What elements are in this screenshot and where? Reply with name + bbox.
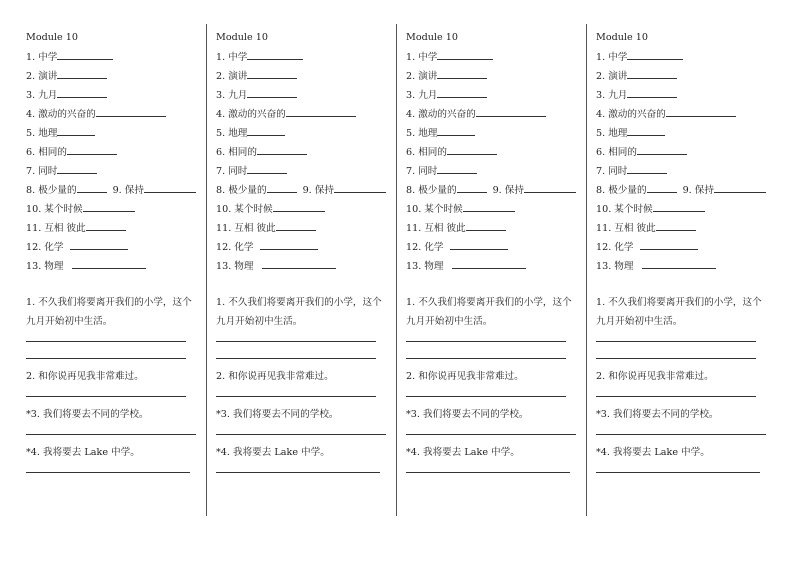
sentence-prompt: *4. 我将要去 Lake 中学。: [216, 447, 330, 458]
vocab-item: [596, 161, 780, 180]
vocab-label: 2. 演讲: [406, 71, 438, 82]
vocab-label: 6. 相同的: [406, 147, 447, 158]
answer-line[interactable]: [216, 472, 380, 473]
vocab-item: [216, 218, 400, 237]
answer-line[interactable]: [216, 396, 376, 397]
answer-blank[interactable]: [57, 47, 113, 60]
vocab-item: [406, 142, 590, 161]
vocab-item: [216, 142, 400, 161]
vocab-item: [216, 123, 400, 142]
answer-line[interactable]: [596, 396, 756, 397]
answer-line[interactable]: [26, 472, 190, 473]
answer-blank[interactable]: [437, 66, 487, 79]
vocab-label: 8. 极少量的: [26, 185, 77, 196]
answer-line[interactable]: [596, 434, 766, 435]
answer-blank[interactable]: [666, 104, 736, 117]
vocab-item: [26, 104, 210, 123]
vocab-label: 8. 极少量的: [596, 185, 647, 196]
vocab-item: [216, 66, 400, 85]
answer-blank[interactable]: [653, 199, 705, 212]
vocab-item: [216, 256, 400, 275]
vocab-label: 6. 相同的: [216, 147, 257, 158]
answer-blank[interactable]: [247, 85, 297, 98]
answer-line[interactable]: [26, 358, 186, 359]
vocab-item: [216, 237, 400, 256]
vocab-label: 7. 同时: [216, 166, 248, 177]
vocab-label: 4. 激动的兴奋的: [26, 109, 96, 120]
vocab-label: 9. 保持: [492, 185, 524, 196]
vocab-item: [26, 161, 210, 180]
answer-blank[interactable]: [452, 256, 526, 269]
vocab-label: 7. 同时: [406, 166, 438, 177]
vocab-label: 12. 化学: [216, 242, 254, 253]
vocab-label: 1. 中学: [406, 52, 438, 63]
vocab-label: 13. 物理: [26, 261, 64, 272]
vocab-label: 10. 某个时候: [406, 204, 463, 215]
vocab-label: 11. 互相 彼此: [596, 223, 656, 234]
vocab-item: [596, 199, 780, 218]
answer-line[interactable]: [216, 358, 376, 359]
sentence-prompt: *4. 我将要去 Lake 中学。: [406, 447, 520, 458]
answer-blank[interactable]: [627, 66, 677, 79]
sentence-prompt: *4. 我将要去 Lake 中学。: [596, 447, 710, 458]
answer-line[interactable]: [596, 472, 760, 473]
vocab-label: 12. 化学: [26, 242, 64, 253]
answer-blank[interactable]: [57, 161, 97, 174]
answer-line[interactable]: [406, 396, 566, 397]
answer-blank[interactable]: [247, 161, 287, 174]
vocab-label: 3. 九月: [26, 90, 58, 101]
vocab-label: 2. 演讲: [596, 71, 628, 82]
vocab-label: 4. 激动的兴奋的: [406, 109, 476, 120]
answer-blank[interactable]: [144, 180, 196, 193]
answer-blank[interactable]: [447, 142, 497, 155]
vocab-item: [26, 237, 210, 256]
answer-blank[interactable]: [257, 142, 307, 155]
vocab-item: [596, 123, 780, 142]
answer-blank[interactable]: [86, 218, 126, 231]
worksheet-column: [26, 24, 210, 516]
sentence-prompt-cont: 九月开始初中生活。: [26, 316, 113, 327]
vocab-label: 10. 某个时候: [596, 204, 653, 215]
sentence-prompt-cont: 九月开始初中生活。: [406, 316, 493, 327]
answer-blank[interactable]: [276, 218, 316, 231]
answer-line[interactable]: [596, 358, 756, 359]
answer-blank[interactable]: [642, 256, 716, 269]
vocab-label: 11. 互相 彼此: [26, 223, 86, 234]
vocab-item: [406, 161, 590, 180]
answer-line[interactable]: [406, 434, 576, 435]
answer-blank[interactable]: [267, 180, 297, 193]
answer-blank[interactable]: [524, 180, 576, 193]
answer-blank[interactable]: [647, 180, 677, 193]
answer-blank[interactable]: [714, 180, 766, 193]
vocab-label: 5. 地理: [26, 128, 58, 139]
module-title: Module 10: [596, 32, 648, 43]
vocab-item: [26, 123, 210, 142]
vocab-item: [596, 85, 780, 104]
vocab-label: 7. 同时: [596, 166, 628, 177]
answer-blank[interactable]: [656, 218, 696, 231]
vocab-item: [596, 218, 780, 237]
vocab-label: 5. 地理: [406, 128, 438, 139]
answer-blank[interactable]: [57, 85, 107, 98]
sentence-prompt: *3. 我们将要去不同的学校。: [406, 409, 529, 420]
vocab-item: [406, 85, 590, 104]
vocab-item: [596, 47, 780, 66]
vocab-item: [216, 180, 400, 199]
answer-blank[interactable]: [476, 104, 546, 117]
vocab-label: 1. 中学: [216, 52, 248, 63]
vocab-item: [216, 161, 400, 180]
answer-blank[interactable]: [463, 199, 515, 212]
vocab-label: 12. 化学: [406, 242, 444, 253]
answer-blank[interactable]: [466, 218, 506, 231]
answer-line[interactable]: [596, 341, 756, 342]
vocab-label: 13. 物理: [406, 261, 444, 272]
answer-blank[interactable]: [96, 104, 166, 117]
vocab-label: 2. 演讲: [216, 71, 248, 82]
answer-line[interactable]: [26, 396, 186, 397]
answer-blank[interactable]: [627, 123, 665, 136]
vocab-item: [26, 199, 210, 218]
answer-blank[interactable]: [627, 85, 677, 98]
vocab-item: [596, 104, 780, 123]
vocab-label: 9. 保持: [112, 185, 144, 196]
sentence-prompt: 2. 和你说再见我非常难过。: [216, 371, 334, 382]
vocab-label: 12. 化学: [596, 242, 634, 253]
vocab-label: 10. 某个时候: [26, 204, 83, 215]
vocab-item: [406, 123, 590, 142]
vocab-item: [596, 237, 780, 256]
vocab-label: 9. 保持: [302, 185, 334, 196]
answer-blank[interactable]: [262, 256, 336, 269]
sentence-prompt: 1. 不久我们将要离开我们的小学，这个: [596, 297, 762, 308]
vocab-item: [216, 47, 400, 66]
answer-line[interactable]: [216, 434, 386, 435]
answer-blank[interactable]: [637, 142, 687, 155]
vocab-item: [406, 180, 590, 199]
vocab-label: 1. 中学: [26, 52, 58, 63]
vocab-label: 9. 保持: [682, 185, 714, 196]
answer-blank[interactable]: [72, 256, 146, 269]
vocab-item: [406, 104, 590, 123]
vocab-label: 6. 相同的: [596, 147, 637, 158]
answer-blank[interactable]: [437, 161, 477, 174]
sentence-prompt: *3. 我们将要去不同的学校。: [596, 409, 719, 420]
module-title: Module 10: [26, 32, 78, 43]
sentence-prompt: *3. 我们将要去不同的学校。: [216, 409, 339, 420]
vocab-item: [406, 218, 590, 237]
answer-line[interactable]: [26, 434, 196, 435]
sentence-prompt: 1. 不久我们将要离开我们的小学，这个: [406, 297, 572, 308]
vocab-label: 6. 相同的: [26, 147, 67, 158]
answer-line[interactable]: [406, 472, 570, 473]
vocab-item: [596, 180, 780, 199]
vocab-item: [216, 85, 400, 104]
answer-blank[interactable]: [627, 47, 683, 60]
vocab-label: 3. 九月: [216, 90, 248, 101]
sentence-prompt: 1. 不久我们将要离开我们的小学，这个: [26, 297, 192, 308]
answer-blank[interactable]: [437, 47, 493, 60]
module-title: Module 10: [406, 32, 458, 43]
answer-blank[interactable]: [273, 199, 325, 212]
answer-blank[interactable]: [77, 180, 107, 193]
vocab-item: [406, 256, 590, 275]
vocab-label: 13. 物理: [596, 261, 634, 272]
answer-blank[interactable]: [57, 66, 107, 79]
answer-line[interactable]: [406, 358, 566, 359]
vocab-label: 1. 中学: [596, 52, 628, 63]
answer-blank[interactable]: [334, 180, 386, 193]
sentence-prompt: *4. 我将要去 Lake 中学。: [26, 447, 140, 458]
vocab-label: 7. 同时: [26, 166, 58, 177]
vocab-label: 11. 互相 彼此: [406, 223, 466, 234]
vocab-label: 8. 极少量的: [406, 185, 457, 196]
vocab-label: 2. 演讲: [26, 71, 58, 82]
sentence-prompt-cont: 九月开始初中生活。: [596, 316, 683, 327]
answer-blank[interactable]: [260, 237, 318, 250]
answer-blank[interactable]: [247, 66, 297, 79]
vocab-label: 5. 地理: [596, 128, 628, 139]
answer-line[interactable]: [26, 341, 186, 342]
vocab-item: [26, 218, 210, 237]
vocab-label: 3. 九月: [596, 90, 628, 101]
answer-blank[interactable]: [437, 123, 475, 136]
vocab-item: [216, 104, 400, 123]
sentence-prompt: 2. 和你说再见我非常难过。: [26, 371, 144, 382]
vocab-label: 10. 某个时候: [216, 204, 273, 215]
worksheet-column: [596, 24, 780, 516]
sentence-prompt: *3. 我们将要去不同的学校。: [26, 409, 149, 420]
vocab-label: 4. 激动的兴奋的: [596, 109, 666, 120]
vocab-item: [216, 199, 400, 218]
vocab-label: 4. 激动的兴奋的: [216, 109, 286, 120]
answer-blank[interactable]: [67, 142, 117, 155]
answer-line[interactable]: [406, 341, 566, 342]
answer-blank[interactable]: [247, 123, 285, 136]
worksheet-column: [406, 24, 590, 516]
vocab-item: [596, 66, 780, 85]
vocab-item: [26, 180, 210, 199]
vocab-item: [26, 47, 210, 66]
vocab-item: [406, 237, 590, 256]
vocab-item: [596, 256, 780, 275]
answer-blank[interactable]: [83, 199, 135, 212]
answer-blank[interactable]: [247, 47, 303, 60]
vocab-label: 8. 极少量的: [216, 185, 267, 196]
vocab-item: [406, 47, 590, 66]
vocab-item: [596, 142, 780, 161]
sentence-prompt: 2. 和你说再见我非常难过。: [406, 371, 524, 382]
vocab-item: [26, 142, 210, 161]
sentence-prompt: 2. 和你说再见我非常难过。: [596, 371, 714, 382]
vocab-label: 5. 地理: [216, 128, 248, 139]
vocab-item: [406, 199, 590, 218]
answer-blank[interactable]: [70, 237, 128, 250]
vocab-label: 13. 物理: [216, 261, 254, 272]
vocab-label: 3. 九月: [406, 90, 438, 101]
vocab-item: [26, 85, 210, 104]
vocab-label: 11. 互相 彼此: [216, 223, 276, 234]
sentence-prompt-cont: 九月开始初中生活。: [216, 316, 303, 327]
answer-blank[interactable]: [640, 237, 698, 250]
answer-blank[interactable]: [627, 161, 667, 174]
vocab-item: [406, 66, 590, 85]
answer-blank[interactable]: [450, 237, 508, 250]
sentence-prompt: 1. 不久我们将要离开我们的小学，这个: [216, 297, 382, 308]
answer-blank[interactable]: [286, 104, 356, 117]
answer-blank[interactable]: [57, 123, 95, 136]
answer-blank[interactable]: [437, 85, 487, 98]
vocab-item: [26, 66, 210, 85]
module-title: Module 10: [216, 32, 268, 43]
answer-blank[interactable]: [457, 180, 487, 193]
vocab-item: [26, 256, 210, 275]
answer-line[interactable]: [216, 341, 376, 342]
worksheet-column: [216, 24, 400, 516]
